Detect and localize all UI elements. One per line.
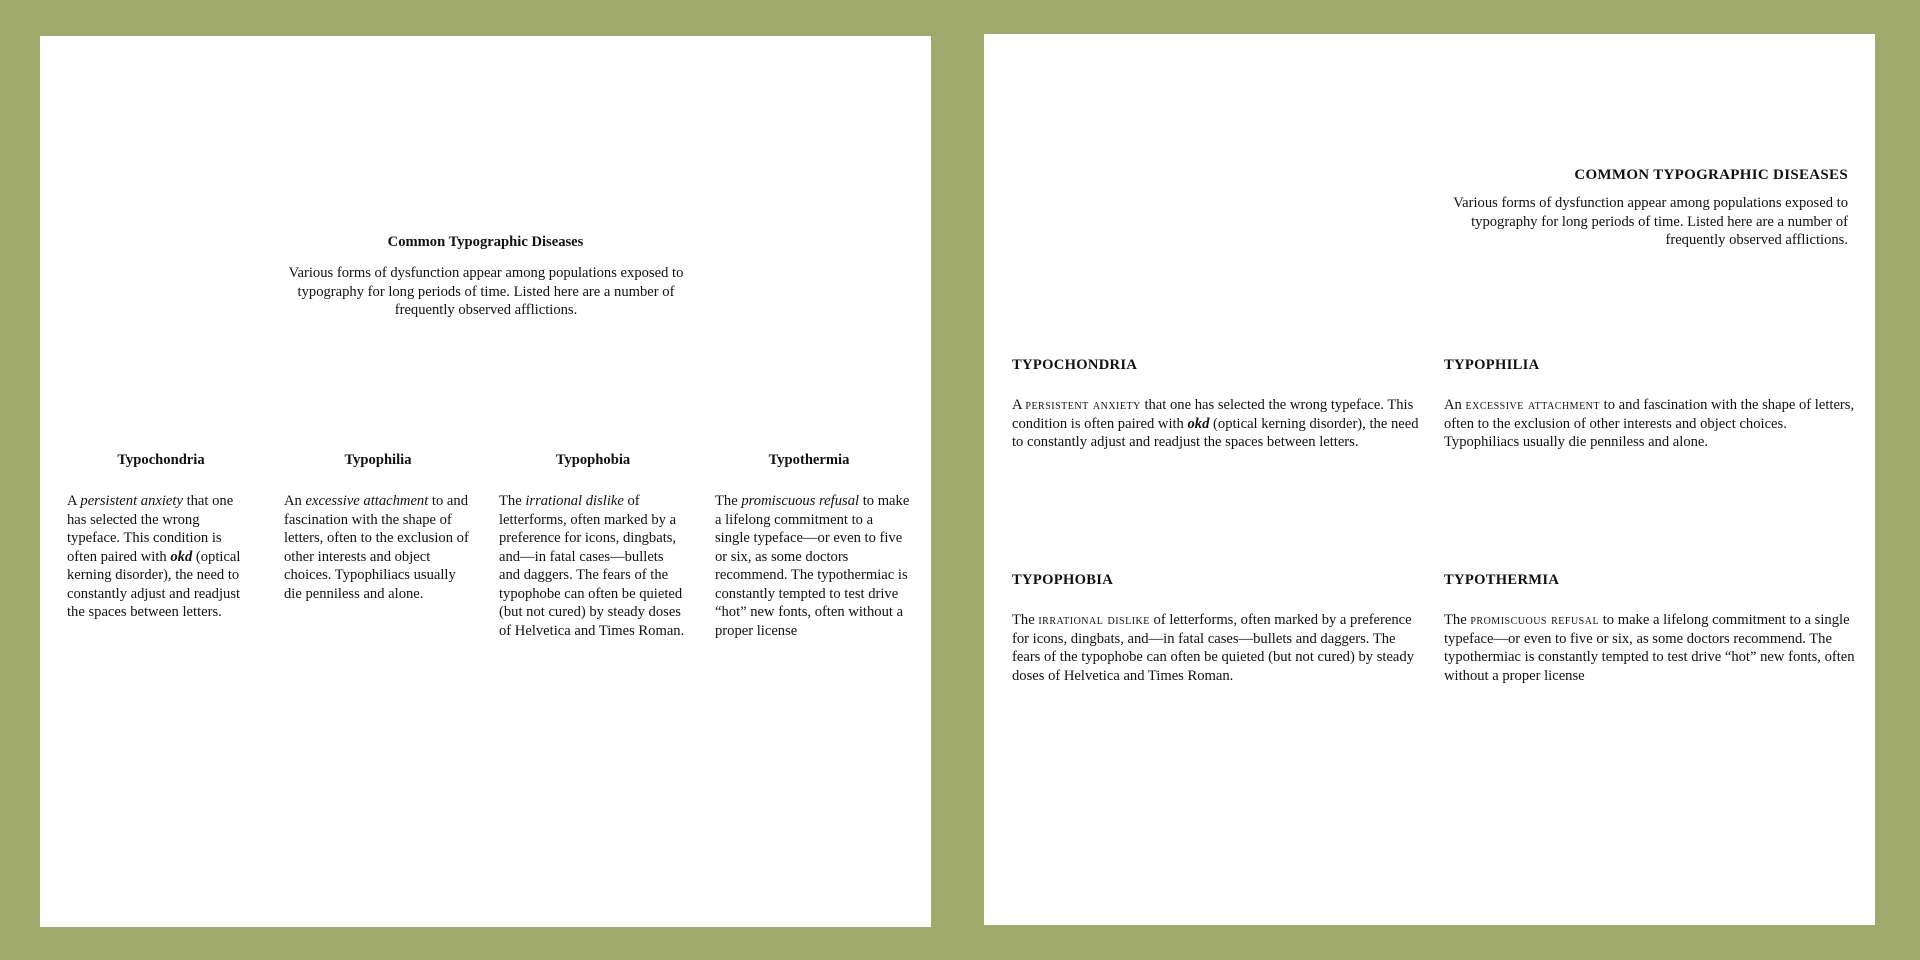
emphasis-text: excessive attachment (305, 493, 429, 509)
text-run: A (67, 493, 81, 509)
bold-emphasis-text: okd (170, 548, 193, 565)
text-run: The (499, 493, 526, 509)
left-column-heading: Typophilia (344, 452, 412, 468)
text-run: of letterforms, often marked by a preference for icons, dingbats, and—in fatal cases—bullets and daggers. The fears of the typophobe can often be quieted (but not cured) by steady doses of Helvetica and Times Roman. (499, 493, 685, 639)
left-column-heading: Typochondria (117, 452, 205, 468)
text-run: A (1012, 397, 1026, 413)
small-caps-text: promiscuous refusal (1470, 612, 1600, 628)
text-run: to make a lifelong commitment to a single typeface—or even to five or six, as some doctors recommend. The typothermiac is constantly tempted to test drive “hot” new fonts, often without a proper license (1444, 612, 1855, 684)
left-page-intro: Various forms of dysfunction appear among populations exposed to typography for long periods of time. Listed here are a number of frequently observed afflictions. (288, 265, 684, 318)
right-entry-heading: TYPOPHOBIA (1012, 572, 1114, 588)
text-run: An (1444, 397, 1466, 413)
right-entry-heading: TYPOPHILIA (1444, 357, 1540, 373)
left-column-text (499, 492, 687, 640)
left-column-heading: Typothermia (768, 452, 850, 468)
text-run: of letterforms, often marked by a preference for icons, dingbats, and—in fatal cases—bullets and daggers. The fears of the typophobe can often be quieted (but not cured) by steady doses of Helvetica and Times Roman. (1012, 612, 1414, 684)
text-run: (optical kerning disorder), the need to constantly adjust and readjust the spaces between letters. (1012, 415, 1419, 450)
right-entry-typophilia (1444, 357, 1856, 450)
emphasis-text: persistent anxiety (80, 493, 183, 509)
text-run: to and fascination with the shape of letters, often to the exclusion of other interests and object choices. Typophiliacs usually die penniless and alone. (284, 493, 469, 602)
text-run: that one has selected the wrong typeface. This condition is often paired with (1012, 397, 1414, 432)
text-run: An (284, 493, 306, 509)
small-caps-text: irrational dislike (1038, 612, 1150, 628)
right-entry-heading: TYPOTHERMIA (1444, 572, 1560, 588)
text-run: The (1012, 612, 1039, 628)
small-caps-text: persistent anxiety (1025, 397, 1141, 413)
left-column-typochondria (67, 452, 255, 620)
right-entry-typothermia (1444, 572, 1856, 684)
text-run: The (715, 493, 742, 509)
small-caps-text: excessive attachment (1465, 397, 1601, 413)
right-page (984, 34, 1875, 925)
left-page-title: Common Typographic Diseases (387, 234, 584, 250)
left-column-typophilia (284, 452, 472, 602)
left-column-typothermia (715, 452, 910, 639)
right-entry-typochondria (1012, 357, 1424, 450)
left-column-text (715, 492, 911, 640)
text-run: The (1444, 612, 1471, 628)
emphasis-text: irrational dislike (525, 493, 624, 509)
left-column-text (67, 492, 255, 622)
left-column-text (284, 492, 472, 603)
right-entry-text (1012, 396, 1424, 452)
text-run: to and fascination with the shape of letters, often to the exclusion of other interests and object choices. Typophiliacs usually die penniless and alone. (1444, 397, 1855, 450)
emphasis-text: promiscuous refusal (741, 493, 860, 509)
right-page-intro: Various forms of dysfunction appear among populations exposed to typography for long periods of time. Listed here are a number of frequently observed afflictions. (1453, 195, 1848, 248)
right-entry-text (1012, 611, 1424, 685)
right-page-title: COMMON TYPOGRAPHIC DISEASES (1574, 167, 1848, 183)
right-entry-text (1444, 396, 1856, 452)
text-run: (optical kerning disorder), the need to constantly adjust and readjust the spaces between letters. (67, 548, 241, 620)
text-run: that one has selected the wrong typeface. This condition is often paired with (67, 493, 234, 565)
right-entry-text (1444, 611, 1856, 685)
right-entry-heading: TYPOCHONDRIA (1012, 357, 1138, 373)
left-column-typophobia (499, 452, 687, 639)
left-page (40, 36, 931, 927)
text-run: to make a lifelong commitment to a single typeface—or even to five or six, as some doctors recommend. The typothermiac is constantly tempted to test drive “hot” new fonts, often without a proper license (715, 493, 910, 639)
bold-emphasis-text: okd (1187, 415, 1210, 432)
right-entry-typophobia (1012, 572, 1424, 684)
left-column-heading: Typophobia (555, 452, 631, 468)
